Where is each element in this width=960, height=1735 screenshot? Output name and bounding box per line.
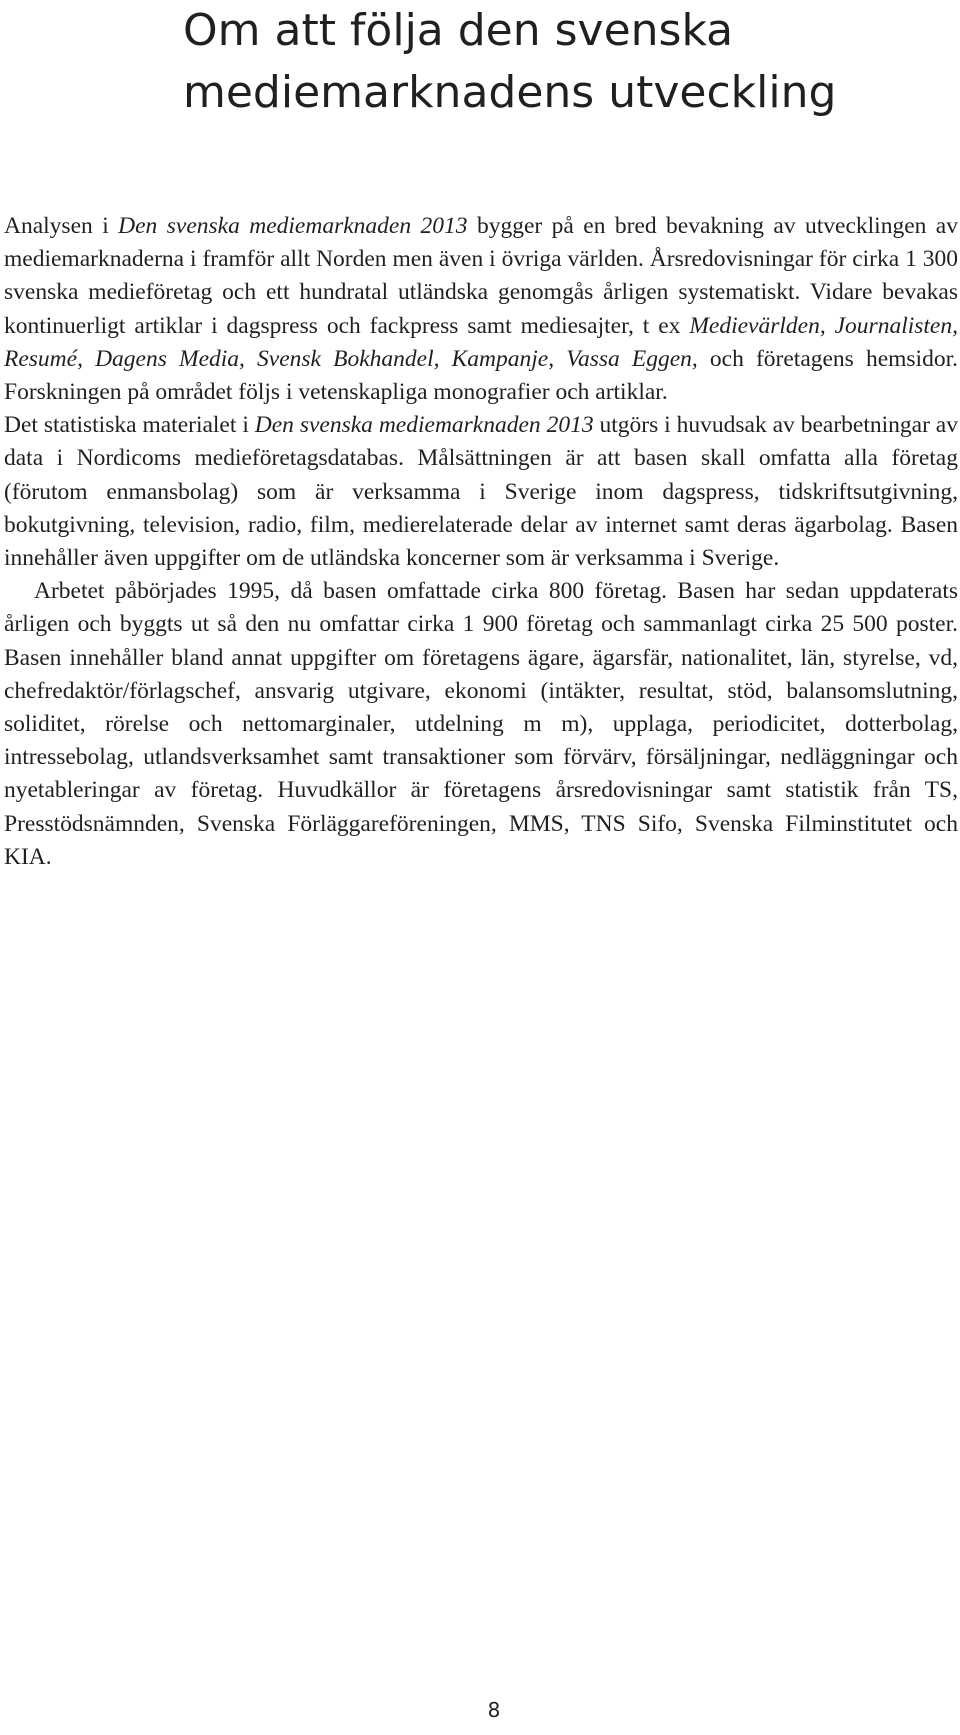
paragraph-text: bygger på en bred bevakning av utvecklingen av mediemarknaderna i framför allt Norden men även i övriga världen. Årsredovisningar för cirka 1 300 svenska medieföretag och ett hundratal utländska genomgås årligen systematiskt. Vidare bevakas kontinuerligt artiklar i dagspress och fackpress samt mediesajter, t ex xyxy=(4,213,958,339)
publication-list: Medievärlden, Journalisten, Resumé, Dagens Media, Svensk Bokhandel, Kampanje, Vassa Eggen, xyxy=(4,312,958,372)
paragraph-statistics xyxy=(4,409,958,575)
page-title-line-1: Om att följa den svenska xyxy=(183,5,734,56)
paragraph-text: Arbetet påbörjades 1995, då basen omfattade cirka 800 företag. Basen har sedan uppdaterats årligen och byggts ut så den nu omfattar cirka 1 900 företag och sammanlagt cirka 25 500 poster. Basen innehåller bland annat uppgifter om företagens ägare, ägarsfär, nationalitet, län, styrelse, vd, chefredaktör/förlagschef, ansvarig utgivare, ekonomi (intäkter, resultat, stöd, balansomslutning, soliditet, rörelse och nettomarginaler, utdelning m m), upplaga, periodicitet, dotterbolag, intressebolag, utlandsverksamhet samt transaktioner som förvärv, försäljningar, nedläggningar och nyetableringar av företag. Huvudkällor är företagens årsredovisningar samt statistik från TS, Presstödsnämnden, Svenska Förläggareföreningen, MMS, TNS Sifo, Svenska Filminstitutet och KIA. xyxy=(4,578,958,870)
page-title xyxy=(183,0,943,124)
paragraph-text: utgörs i huvudsak av bearbetningar av data i Nordicoms medieföretagsdatabas. Målsättningen är att basen skall omfatta alla företag (förutom enmansbolag) som är verksamma i Sverige inom dagspress, tidskriftsutgivning, bokutgivning, television, radio, film, medierelaterade delar av internet samt deras ägarbolag. Basen innehåller även uppgifter om de utländska koncerner som är verksamma i Sverige. xyxy=(4,412,958,572)
page-number: 8 xyxy=(487,1698,501,1722)
paragraph-text: och företagens hemsidor. Forskningen på området följs i vetenskapliga monografier och artiklar. xyxy=(4,345,958,406)
paragraph-database-history xyxy=(4,575,958,874)
paragraph-analysis xyxy=(4,210,958,409)
page-title-line-2: mediemarknadens utveckling xyxy=(183,67,837,118)
paragraph-text: Det statistiska materialet i xyxy=(4,412,255,439)
publication-title: Den svenska mediemarknaden 2013 xyxy=(118,213,468,239)
paragraph-text: Analysen i xyxy=(4,213,119,239)
publication-title: Den svenska mediemarknaden 2013 xyxy=(254,412,594,439)
body-text xyxy=(4,210,958,874)
